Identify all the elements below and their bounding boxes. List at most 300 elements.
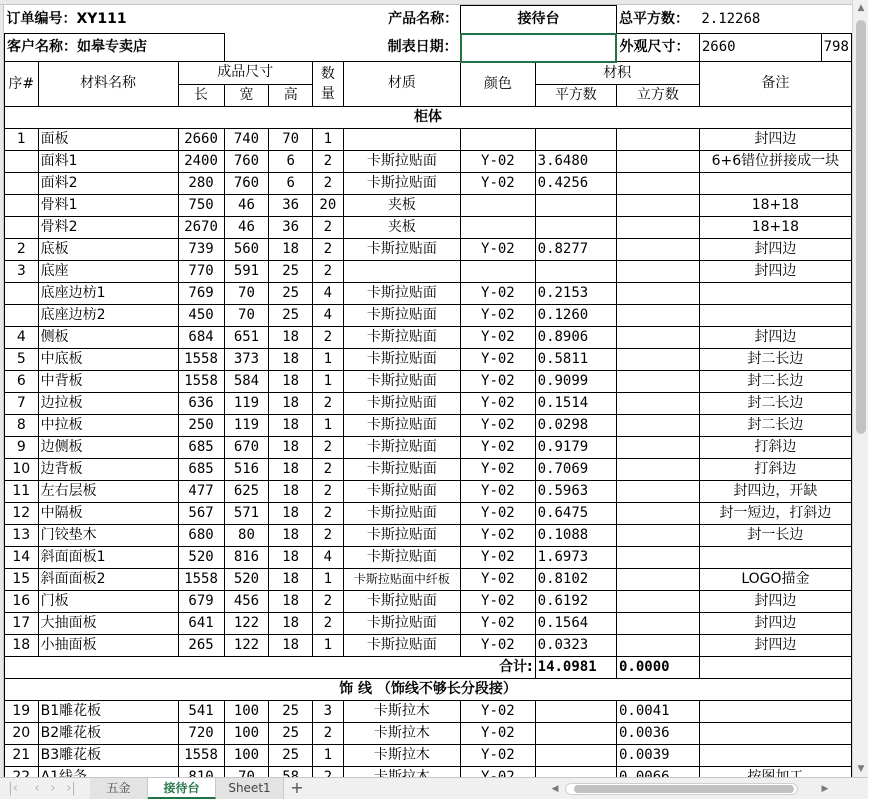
material-name-cell[interactable]: 边侧板: [38, 436, 178, 458]
length-cell[interactable]: 769: [178, 282, 224, 304]
qty-cell[interactable]: 2: [313, 524, 344, 546]
area-value[interactable]: 2.12268: [701, 10, 761, 27]
color-cell[interactable]: Y-02: [461, 436, 536, 458]
color-cell[interactable]: Y-02: [461, 414, 536, 436]
width-cell[interactable]: 122: [224, 634, 269, 656]
height-cell[interactable]: 18: [269, 370, 313, 392]
col-header-qty[interactable]: 数量: [313, 62, 344, 107]
order-number-cell[interactable]: 订单编号：XY111: [6, 10, 127, 27]
first-sheet-icon[interactable]: |‹: [8, 781, 18, 796]
color-cell[interactable]: Y-02: [461, 370, 536, 392]
cbm-cell[interactable]: [616, 282, 699, 304]
prev-sheet-icon[interactable]: ‹: [34, 781, 40, 796]
cbm-cell[interactable]: [616, 194, 699, 216]
scroll-down-icon[interactable]: ▼: [857, 764, 865, 774]
remark-cell[interactable]: 封一短边，打斜边: [699, 502, 851, 524]
width-cell[interactable]: 122: [224, 612, 269, 634]
cbm-cell[interactable]: [616, 458, 699, 480]
qty-cell[interactable]: 2: [313, 480, 344, 502]
qty-cell[interactable]: 20: [313, 194, 344, 216]
cbm-cell[interactable]: [616, 436, 699, 458]
material-cell[interactable]: 卡斯拉木: [343, 700, 460, 722]
col-header-color[interactable]: 颜色: [461, 62, 536, 107]
sqm-cell[interactable]: 0.6475: [535, 502, 616, 524]
width-cell[interactable]: 520: [224, 568, 269, 590]
length-cell[interactable]: 567: [178, 502, 224, 524]
seq-cell[interactable]: 21: [5, 744, 39, 766]
height-cell[interactable]: 25: [269, 700, 313, 722]
length-cell[interactable]: 685: [178, 436, 224, 458]
seq-cell[interactable]: 7: [5, 392, 39, 414]
seq-cell[interactable]: 11: [5, 480, 39, 502]
cbm-cell[interactable]: [616, 216, 699, 238]
qty-cell[interactable]: 2: [313, 502, 344, 524]
height-cell[interactable]: 18: [269, 436, 313, 458]
width-cell[interactable]: 760: [224, 172, 269, 194]
qty-cell[interactable]: 1: [313, 348, 344, 370]
width-cell[interactable]: 119: [224, 414, 269, 436]
material-cell[interactable]: 卡斯拉贴面: [343, 414, 460, 436]
section-cabinet[interactable]: 柜体: [5, 106, 852, 128]
cbm-cell[interactable]: [616, 590, 699, 612]
color-cell[interactable]: Y-02: [461, 568, 536, 590]
height-cell[interactable]: 18: [269, 480, 313, 502]
seq-cell[interactable]: 1: [5, 128, 39, 150]
material-cell[interactable]: 卡斯拉贴面: [343, 546, 460, 568]
sqm-cell[interactable]: [535, 260, 616, 282]
width-cell[interactable]: 100: [224, 744, 269, 766]
qty-cell[interactable]: 1: [313, 634, 344, 656]
cbm-cell[interactable]: [616, 304, 699, 326]
remark-cell[interactable]: 封四边: [699, 128, 851, 150]
color-cell[interactable]: Y-02: [461, 634, 536, 656]
seq-cell[interactable]: 3: [5, 260, 39, 282]
color-cell[interactable]: [461, 194, 536, 216]
height-cell[interactable]: 25: [269, 304, 313, 326]
col-header-size[interactable]: 成品尺寸: [178, 62, 312, 85]
color-cell[interactable]: Y-02: [461, 700, 536, 722]
remark-cell[interactable]: [699, 700, 851, 722]
color-cell[interactable]: Y-02: [461, 546, 536, 568]
qty-cell[interactable]: 3: [313, 700, 344, 722]
length-cell[interactable]: 541: [178, 700, 224, 722]
length-cell[interactable]: 520: [178, 546, 224, 568]
remark-cell[interactable]: 封四边: [699, 590, 851, 612]
material-name-cell[interactable]: 中背板: [38, 370, 178, 392]
remark-cell[interactable]: 封二长边: [699, 414, 851, 436]
width-cell[interactable]: 100: [224, 700, 269, 722]
length-cell[interactable]: 250: [178, 414, 224, 436]
width-cell[interactable]: 560: [224, 238, 269, 260]
sqm-cell[interactable]: [535, 128, 616, 150]
length-cell[interactable]: 1558: [178, 568, 224, 590]
color-cell[interactable]: [461, 128, 536, 150]
height-cell[interactable]: 70: [269, 128, 313, 150]
next-sheet-icon[interactable]: ›: [50, 781, 56, 796]
width-cell[interactable]: 571: [224, 502, 269, 524]
remark-cell[interactable]: LOGO描金: [699, 568, 851, 590]
material-name-cell[interactable]: 骨料1: [38, 194, 178, 216]
material-cell[interactable]: 夹板: [343, 194, 460, 216]
sqm-cell[interactable]: 0.5811: [535, 348, 616, 370]
length-cell[interactable]: 685: [178, 458, 224, 480]
seq-cell[interactable]: [5, 150, 39, 172]
height-cell[interactable]: 18: [269, 546, 313, 568]
material-cell[interactable]: 卡斯拉贴面: [343, 238, 460, 260]
material-name-cell[interactable]: B2雕花板: [38, 722, 178, 744]
sqm-cell[interactable]: 0.1260: [535, 304, 616, 326]
sqm-cell[interactable]: 0.1564: [535, 612, 616, 634]
cbm-cell[interactable]: 0.0041: [616, 700, 699, 722]
color-cell[interactable]: Y-02: [461, 304, 536, 326]
sqm-cell[interactable]: [535, 722, 616, 744]
subtotal-label[interactable]: 合计:: [5, 656, 536, 678]
remark-cell[interactable]: [699, 744, 851, 766]
plus-icon[interactable]: +: [290, 778, 304, 797]
sqm-cell[interactable]: 0.2153: [535, 282, 616, 304]
cbm-cell[interactable]: [616, 260, 699, 282]
cbm-cell[interactable]: [616, 128, 699, 150]
width-cell[interactable]: 46: [224, 216, 269, 238]
length-cell[interactable]: 641: [178, 612, 224, 634]
sqm-cell[interactable]: [535, 194, 616, 216]
material-cell[interactable]: 卡斯拉贴面: [343, 370, 460, 392]
color-cell[interactable]: Y-02: [461, 612, 536, 634]
qty-cell[interactable]: 2: [313, 590, 344, 612]
cbm-cell[interactable]: [616, 568, 699, 590]
length-cell[interactable]: 636: [178, 392, 224, 414]
vertical-scroll-thumb[interactable]: [856, 20, 866, 434]
remark-cell[interactable]: 封四边: [699, 326, 851, 348]
color-cell[interactable]: Y-02: [461, 524, 536, 546]
sqm-cell[interactable]: 0.8906: [535, 326, 616, 348]
material-name-cell[interactable]: 中隔板: [38, 502, 178, 524]
qty-cell[interactable]: 4: [313, 304, 344, 326]
width-cell[interactable]: 456: [224, 590, 269, 612]
material-cell[interactable]: 卡斯拉贴面: [343, 392, 460, 414]
width-cell[interactable]: 591: [224, 260, 269, 282]
material-name-cell[interactable]: 门板: [38, 590, 178, 612]
cbm-cell[interactable]: [616, 612, 699, 634]
sqm-cell[interactable]: 0.5963: [535, 480, 616, 502]
size-width[interactable]: 2660: [699, 34, 821, 62]
length-cell[interactable]: 2400: [178, 150, 224, 172]
length-cell[interactable]: 280: [178, 172, 224, 194]
material-cell[interactable]: 卡斯拉贴面: [343, 524, 460, 546]
cbm-cell[interactable]: [616, 150, 699, 172]
material-name-cell[interactable]: 中底板: [38, 348, 178, 370]
material-name-cell[interactable]: 侧板: [38, 326, 178, 348]
qty-cell[interactable]: 2: [313, 172, 344, 194]
col-header-sqm[interactable]: 平方数: [535, 84, 616, 106]
sqm-cell[interactable]: [535, 216, 616, 238]
section-trim[interactable]: 饰 线 （饰线不够长分段接）: [5, 678, 852, 700]
qty-cell[interactable]: 2: [313, 458, 344, 480]
width-cell[interactable]: 70: [224, 304, 269, 326]
cbm-cell[interactable]: [616, 414, 699, 436]
width-cell[interactable]: 584: [224, 370, 269, 392]
width-cell[interactable]: 816: [224, 546, 269, 568]
seq-cell[interactable]: 16: [5, 590, 39, 612]
remark-cell[interactable]: 18+18: [699, 194, 851, 216]
remark-cell[interactable]: 封二长边: [699, 348, 851, 370]
material-cell[interactable]: 卡斯拉贴面: [343, 458, 460, 480]
qty-cell[interactable]: 2: [313, 216, 344, 238]
length-cell[interactable]: 750: [178, 194, 224, 216]
qty-cell[interactable]: 2: [313, 326, 344, 348]
spacer-cell[interactable]: [224, 34, 343, 62]
sqm-cell[interactable]: 0.4256: [535, 172, 616, 194]
sqm-cell[interactable]: 0.0323: [535, 634, 616, 656]
height-cell[interactable]: 18: [269, 238, 313, 260]
material-name-cell[interactable]: 边背板: [38, 458, 178, 480]
area-label[interactable]: 总平方数：: [618, 10, 689, 27]
height-cell[interactable]: 18: [269, 458, 313, 480]
material-cell[interactable]: 卡斯拉贴面: [343, 612, 460, 634]
seq-cell[interactable]: [5, 216, 39, 238]
height-cell[interactable]: 18: [269, 392, 313, 414]
material-cell[interactable]: [343, 128, 460, 150]
seq-cell[interactable]: 18: [5, 634, 39, 656]
material-name-cell[interactable]: 骨料2: [38, 216, 178, 238]
qty-cell[interactable]: 1: [313, 568, 344, 590]
material-name-cell[interactable]: 面板: [38, 128, 178, 150]
width-cell[interactable]: 70: [224, 282, 269, 304]
material-name-cell[interactable]: 底座: [38, 260, 178, 282]
height-cell[interactable]: 6: [269, 172, 313, 194]
length-cell[interactable]: 739: [178, 238, 224, 260]
length-cell[interactable]: 679: [178, 590, 224, 612]
height-cell[interactable]: 25: [269, 282, 313, 304]
horizontal-scroll-thumb[interactable]: [574, 785, 794, 793]
seq-cell[interactable]: [5, 172, 39, 194]
material-name-cell[interactable]: B3雕花板: [38, 744, 178, 766]
seq-cell[interactable]: 15: [5, 568, 39, 590]
material-name-cell[interactable]: 面料1: [38, 150, 178, 172]
remark-cell[interactable]: 打斜边: [699, 436, 851, 458]
remark-cell[interactable]: [699, 172, 851, 194]
sqm-cell[interactable]: 1.6973: [535, 546, 616, 568]
cbm-cell[interactable]: [616, 502, 699, 524]
remark-cell[interactable]: 封四边: [699, 612, 851, 634]
length-cell[interactable]: 1558: [178, 348, 224, 370]
height-cell[interactable]: 36: [269, 216, 313, 238]
remark-cell[interactable]: 封一长边: [699, 524, 851, 546]
col-header-length[interactable]: 长: [178, 84, 224, 106]
width-cell[interactable]: 740: [224, 128, 269, 150]
color-cell[interactable]: Y-02: [461, 282, 536, 304]
col-header-name[interactable]: 材料名称: [38, 62, 178, 107]
sqm-cell[interactable]: 0.9099: [535, 370, 616, 392]
col-header-remark[interactable]: 备注: [699, 62, 851, 107]
tab-wujin[interactable]: 五金: [90, 778, 148, 799]
color-cell[interactable]: Y-02: [461, 238, 536, 260]
sqm-cell[interactable]: [535, 744, 616, 766]
scroll-up-icon[interactable]: ▲: [857, 3, 865, 13]
qty-cell[interactable]: 1: [313, 128, 344, 150]
height-cell[interactable]: 25: [269, 744, 313, 766]
material-name-cell[interactable]: B1雕花板: [38, 700, 178, 722]
material-name-cell[interactable]: 大抽面板: [38, 612, 178, 634]
col-header-width[interactable]: 宽: [224, 84, 269, 106]
seq-cell[interactable]: 6: [5, 370, 39, 392]
qty-cell[interactable]: 2: [313, 722, 344, 744]
width-cell[interactable]: 80: [224, 524, 269, 546]
length-cell[interactable]: 2660: [178, 128, 224, 150]
height-cell[interactable]: 18: [269, 414, 313, 436]
seq-cell[interactable]: 12: [5, 502, 39, 524]
material-cell[interactable]: [343, 260, 460, 282]
sqm-cell[interactable]: 0.0298: [535, 414, 616, 436]
material-cell[interactable]: 卡斯拉木: [343, 722, 460, 744]
width-cell[interactable]: 46: [224, 194, 269, 216]
qty-cell[interactable]: 4: [313, 282, 344, 304]
material-name-cell[interactable]: 左右层板: [38, 480, 178, 502]
cbm-cell[interactable]: [616, 172, 699, 194]
material-cell[interactable]: 卡斯拉贴面: [343, 634, 460, 656]
material-name-cell[interactable]: 斜面面板1: [38, 546, 178, 568]
qty-cell[interactable]: 1: [313, 414, 344, 436]
date-input-cell[interactable]: [461, 34, 617, 62]
sqm-cell[interactable]: 0.7069: [535, 458, 616, 480]
material-name-cell[interactable]: 底板: [38, 238, 178, 260]
cbm-cell[interactable]: [616, 524, 699, 546]
material-name-cell[interactable]: 门铰垫木: [38, 524, 178, 546]
remark-cell[interactable]: 6+6错位拼接成一块: [699, 150, 851, 172]
material-cell[interactable]: 卡斯拉贴面: [343, 436, 460, 458]
remark-cell[interactable]: [699, 722, 851, 744]
product-name-label[interactable]: 产品名称：: [343, 6, 460, 34]
col-header-cbm[interactable]: 立方数: [616, 84, 699, 106]
qty-cell[interactable]: 2: [313, 612, 344, 634]
height-cell[interactable]: 18: [269, 634, 313, 656]
material-cell[interactable]: 卡斯拉贴面: [343, 172, 460, 194]
height-cell[interactable]: 18: [269, 502, 313, 524]
qty-cell[interactable]: 2: [313, 392, 344, 414]
seq-cell[interactable]: 19: [5, 700, 39, 722]
height-cell[interactable]: 25: [269, 260, 313, 282]
qty-cell[interactable]: 1: [313, 370, 344, 392]
last-sheet-icon[interactable]: ›|: [66, 781, 76, 796]
sqm-cell[interactable]: 0.6192: [535, 590, 616, 612]
qty-cell[interactable]: 2: [313, 260, 344, 282]
seq-cell[interactable]: 2: [5, 238, 39, 260]
height-cell[interactable]: 18: [269, 348, 313, 370]
material-name-cell[interactable]: 小抽面板: [38, 634, 178, 656]
sqm-cell[interactable]: 3.6480: [535, 150, 616, 172]
material-name-cell[interactable]: 斜面面板2: [38, 568, 178, 590]
sqm-cell[interactable]: 0.9179: [535, 436, 616, 458]
material-cell[interactable]: 卡斯拉贴面: [343, 348, 460, 370]
height-cell[interactable]: 18: [269, 590, 313, 612]
seq-cell[interactable]: 5: [5, 348, 39, 370]
cbm-cell[interactable]: [616, 348, 699, 370]
width-cell[interactable]: 670: [224, 436, 269, 458]
width-cell[interactable]: 119: [224, 392, 269, 414]
seq-cell[interactable]: [5, 194, 39, 216]
material-cell[interactable]: 卡斯拉贴面: [343, 304, 460, 326]
remark-cell[interactable]: 打斜边: [699, 458, 851, 480]
length-cell[interactable]: 477: [178, 480, 224, 502]
cbm-cell[interactable]: [616, 480, 699, 502]
width-cell[interactable]: 100: [224, 722, 269, 744]
width-cell[interactable]: 760: [224, 150, 269, 172]
remark-cell[interactable]: [699, 282, 851, 304]
horizontal-scrollbar[interactable]: [565, 783, 798, 795]
seq-cell[interactable]: 9: [5, 436, 39, 458]
seq-cell[interactable]: 4: [5, 326, 39, 348]
scroll-left-icon[interactable]: ◀: [551, 784, 559, 794]
col-header-material[interactable]: 材质: [343, 62, 460, 107]
cbm-cell[interactable]: [616, 370, 699, 392]
color-cell[interactable]: Y-02: [461, 348, 536, 370]
remark-cell[interactable]: 18+18: [699, 216, 851, 238]
height-cell[interactable]: 18: [269, 568, 313, 590]
tab-reception-desk[interactable]: 接待台: [148, 778, 216, 799]
col-header-seq[interactable]: [5, 62, 39, 107]
length-cell[interactable]: 1558: [178, 370, 224, 392]
material-cell[interactable]: 卡斯拉木: [343, 744, 460, 766]
sqm-cell[interactable]: 0.8277: [535, 238, 616, 260]
seq-cell[interactable]: 14: [5, 546, 39, 568]
height-cell[interactable]: 6: [269, 150, 313, 172]
cbm-cell[interactable]: 0.0039: [616, 744, 699, 766]
length-cell[interactable]: 680: [178, 524, 224, 546]
material-name-cell[interactable]: 中拉板: [38, 414, 178, 436]
material-name-cell[interactable]: 底座边枋1: [38, 282, 178, 304]
width-cell[interactable]: 373: [224, 348, 269, 370]
remark-cell[interactable]: [699, 304, 851, 326]
seq-cell[interactable]: [5, 282, 39, 304]
sqm-cell[interactable]: 0.1088: [535, 524, 616, 546]
cbm-cell[interactable]: [616, 634, 699, 656]
spacer-cell[interactable]: [224, 6, 343, 34]
qty-cell[interactable]: 4: [313, 546, 344, 568]
qty-cell[interactable]: 2: [313, 238, 344, 260]
color-cell[interactable]: Y-02: [461, 744, 536, 766]
color-cell[interactable]: Y-02: [461, 458, 536, 480]
subtotal-remark[interactable]: [699, 656, 851, 678]
seq-cell[interactable]: 8: [5, 414, 39, 436]
color-cell[interactable]: Y-02: [461, 722, 536, 744]
material-cell[interactable]: 卡斯拉贴面: [343, 282, 460, 304]
date-label[interactable]: 制表日期：: [343, 34, 460, 62]
color-cell[interactable]: Y-02: [461, 590, 536, 612]
qty-cell[interactable]: 1: [313, 744, 344, 766]
color-cell[interactable]: Y-02: [461, 392, 536, 414]
height-cell[interactable]: 18: [269, 612, 313, 634]
remark-cell[interactable]: 封二长边: [699, 392, 851, 414]
size-label[interactable]: 外观尺寸：: [616, 34, 699, 62]
color-cell[interactable]: Y-02: [461, 502, 536, 524]
remark-cell[interactable]: 封四边: [699, 260, 851, 282]
col-header-volume[interactable]: 材积: [535, 62, 699, 85]
color-cell[interactable]: Y-02: [461, 150, 536, 172]
color-cell[interactable]: Y-02: [461, 480, 536, 502]
material-name-cell[interactable]: 面料2: [38, 172, 178, 194]
material-name-cell[interactable]: 边拉板: [38, 392, 178, 414]
sqm-cell[interactable]: 0.8102: [535, 568, 616, 590]
product-name-value[interactable]: 接待台: [461, 6, 617, 34]
cbm-cell[interactable]: 0.0036: [616, 722, 699, 744]
seq-cell[interactable]: 20: [5, 722, 39, 744]
color-cell[interactable]: [461, 260, 536, 282]
width-cell[interactable]: 651: [224, 326, 269, 348]
length-cell[interactable]: 450: [178, 304, 224, 326]
material-cell[interactable]: 卡斯拉贴面: [343, 150, 460, 172]
material-cell[interactable]: 卡斯拉贴面: [343, 590, 460, 612]
height-cell[interactable]: 25: [269, 722, 313, 744]
